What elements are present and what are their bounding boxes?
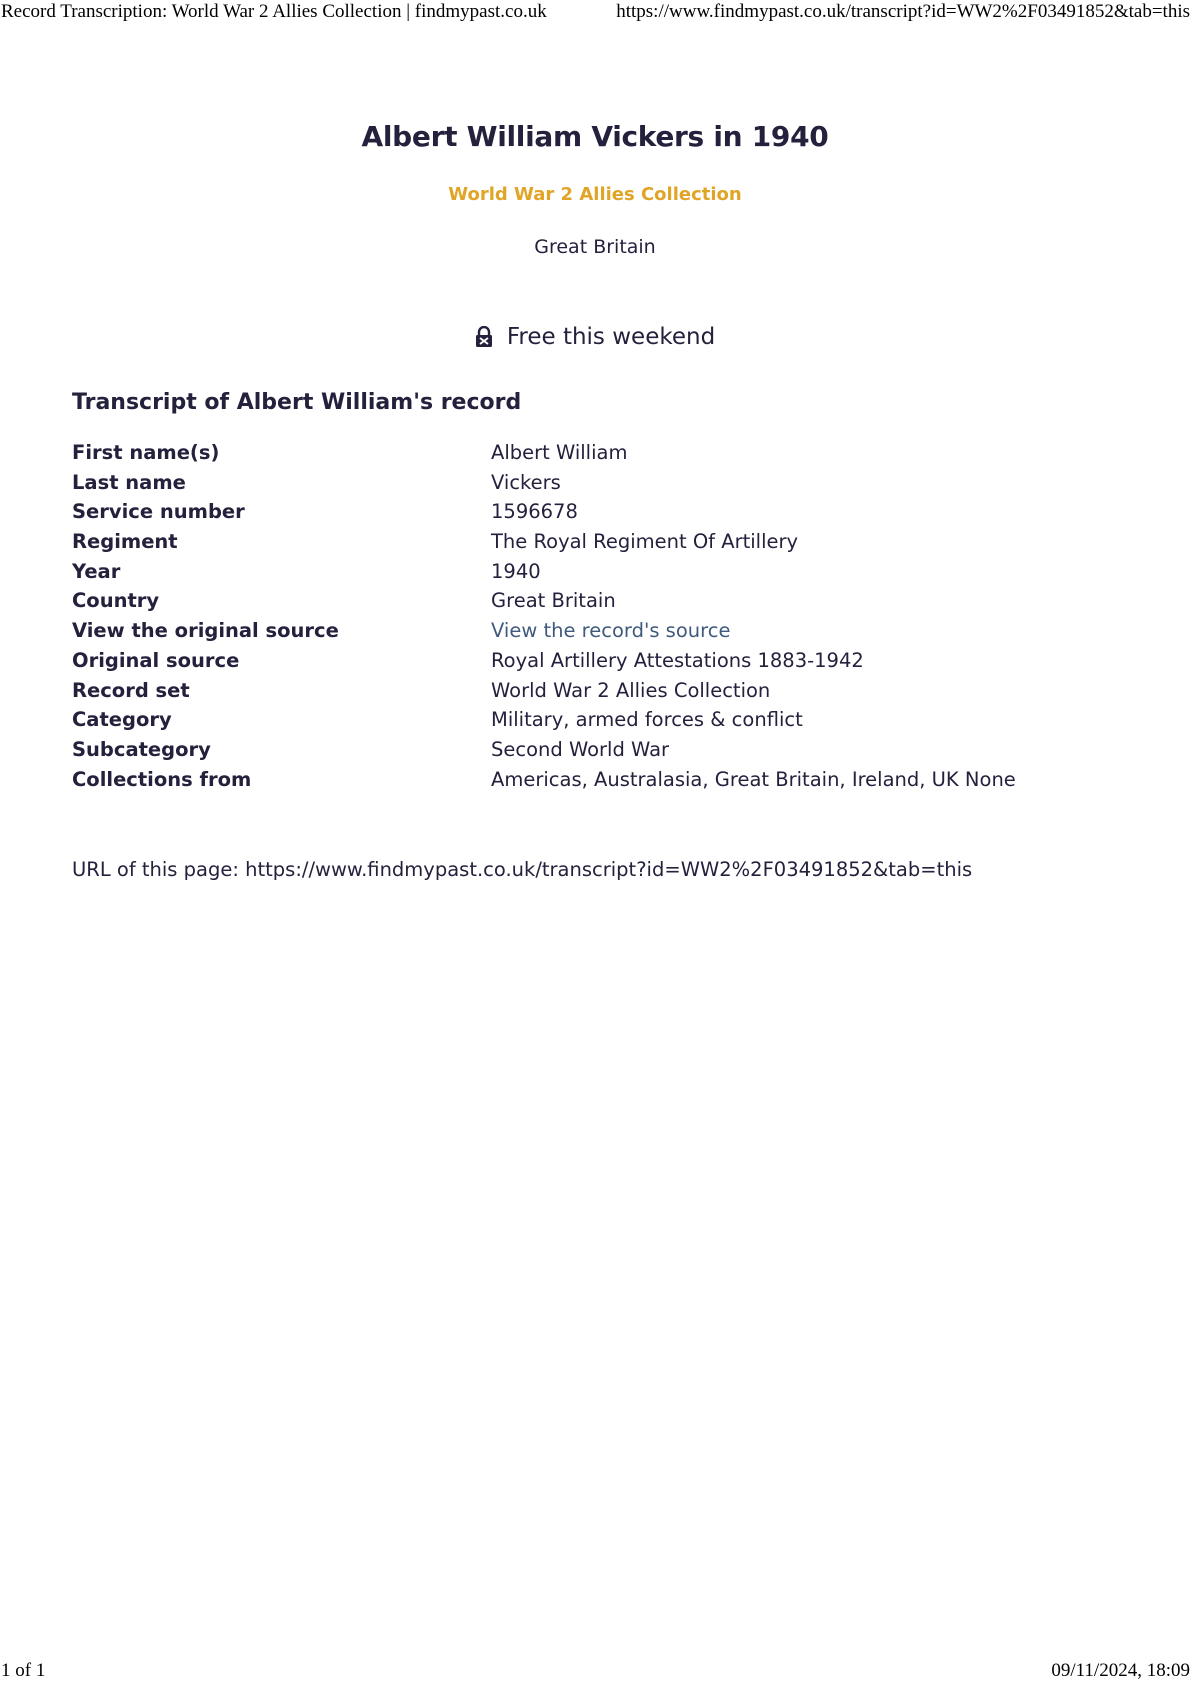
row-label: Subcategory xyxy=(72,737,211,761)
row-value: Vickers xyxy=(491,470,561,494)
table-row xyxy=(72,735,1152,765)
row-label: First name(s) xyxy=(72,441,220,464)
row-label: Service number xyxy=(72,500,245,524)
table-row xyxy=(72,676,1152,706)
row-label: Original source xyxy=(72,648,240,672)
table-row xyxy=(72,468,1152,498)
row-value: 1596678 xyxy=(491,500,578,524)
print-date: 09/11/2024, 18:09 xyxy=(1051,1660,1190,1681)
print-header xyxy=(0,0,1190,24)
row-value: Americas, Australasia, Great Britain, Ireland, UK None xyxy=(491,767,1016,791)
table-row xyxy=(72,438,1152,468)
row-value: Military, armed forces & conflict xyxy=(491,708,803,732)
row-value: Albert William xyxy=(491,441,628,464)
free-weekend-text: Free this weekend xyxy=(506,324,716,350)
table-row xyxy=(72,497,1152,527)
row-value: Second World War xyxy=(491,737,670,761)
free-weekend-banner xyxy=(0,324,1190,350)
table-row xyxy=(72,705,1152,735)
page-url-text: URL of this page: https://www.findmypast.co.uk/transcript?id=WW2%2F03491852&tab=this xyxy=(72,858,973,881)
row-label: Category xyxy=(72,708,172,732)
table-row xyxy=(72,527,1152,557)
table-row xyxy=(72,557,1152,587)
print-header-title: Record Transcription: World War 2 Allies Collection | findmypast.co.uk xyxy=(1,1,547,22)
row-label: Country xyxy=(72,589,160,613)
row-label: Year xyxy=(72,559,121,583)
row-label: View the original source xyxy=(72,619,339,643)
view-source-link[interactable]: View the record's source xyxy=(491,619,731,643)
page-count: 1 of 1 xyxy=(1,1660,46,1681)
record-country: Great Britain xyxy=(534,236,656,258)
table-row xyxy=(72,646,1152,676)
record-collection: World War 2 Allies Collection xyxy=(448,184,742,205)
row-value: World War 2 Allies Collection xyxy=(491,678,771,702)
transcript-table xyxy=(72,438,1152,794)
table-row xyxy=(72,616,1152,646)
row-label: Regiment xyxy=(72,530,178,554)
row-value: Great Britain xyxy=(491,589,616,613)
print-header-url: https://www.findmypast.co.uk/transcript?id=WW2%2F03491852&tab=this xyxy=(616,1,1190,22)
row-label: Last name xyxy=(72,470,186,494)
table-row xyxy=(72,586,1152,616)
print-footer xyxy=(0,1659,1190,1683)
row-label: Collections from xyxy=(72,767,252,791)
row-value: Royal Artillery Attestations 1883-1942 xyxy=(491,648,864,672)
row-label: Record set xyxy=(72,678,190,702)
lock-icon xyxy=(475,326,493,348)
row-value: The Royal Regiment Of Artillery xyxy=(491,530,799,554)
row-value: 1940 xyxy=(491,559,541,583)
transcript-heading: Transcript of Albert William's record xyxy=(72,390,522,415)
table-row xyxy=(72,765,1152,795)
record-title: Albert William Vickers in 1940 xyxy=(361,120,829,153)
